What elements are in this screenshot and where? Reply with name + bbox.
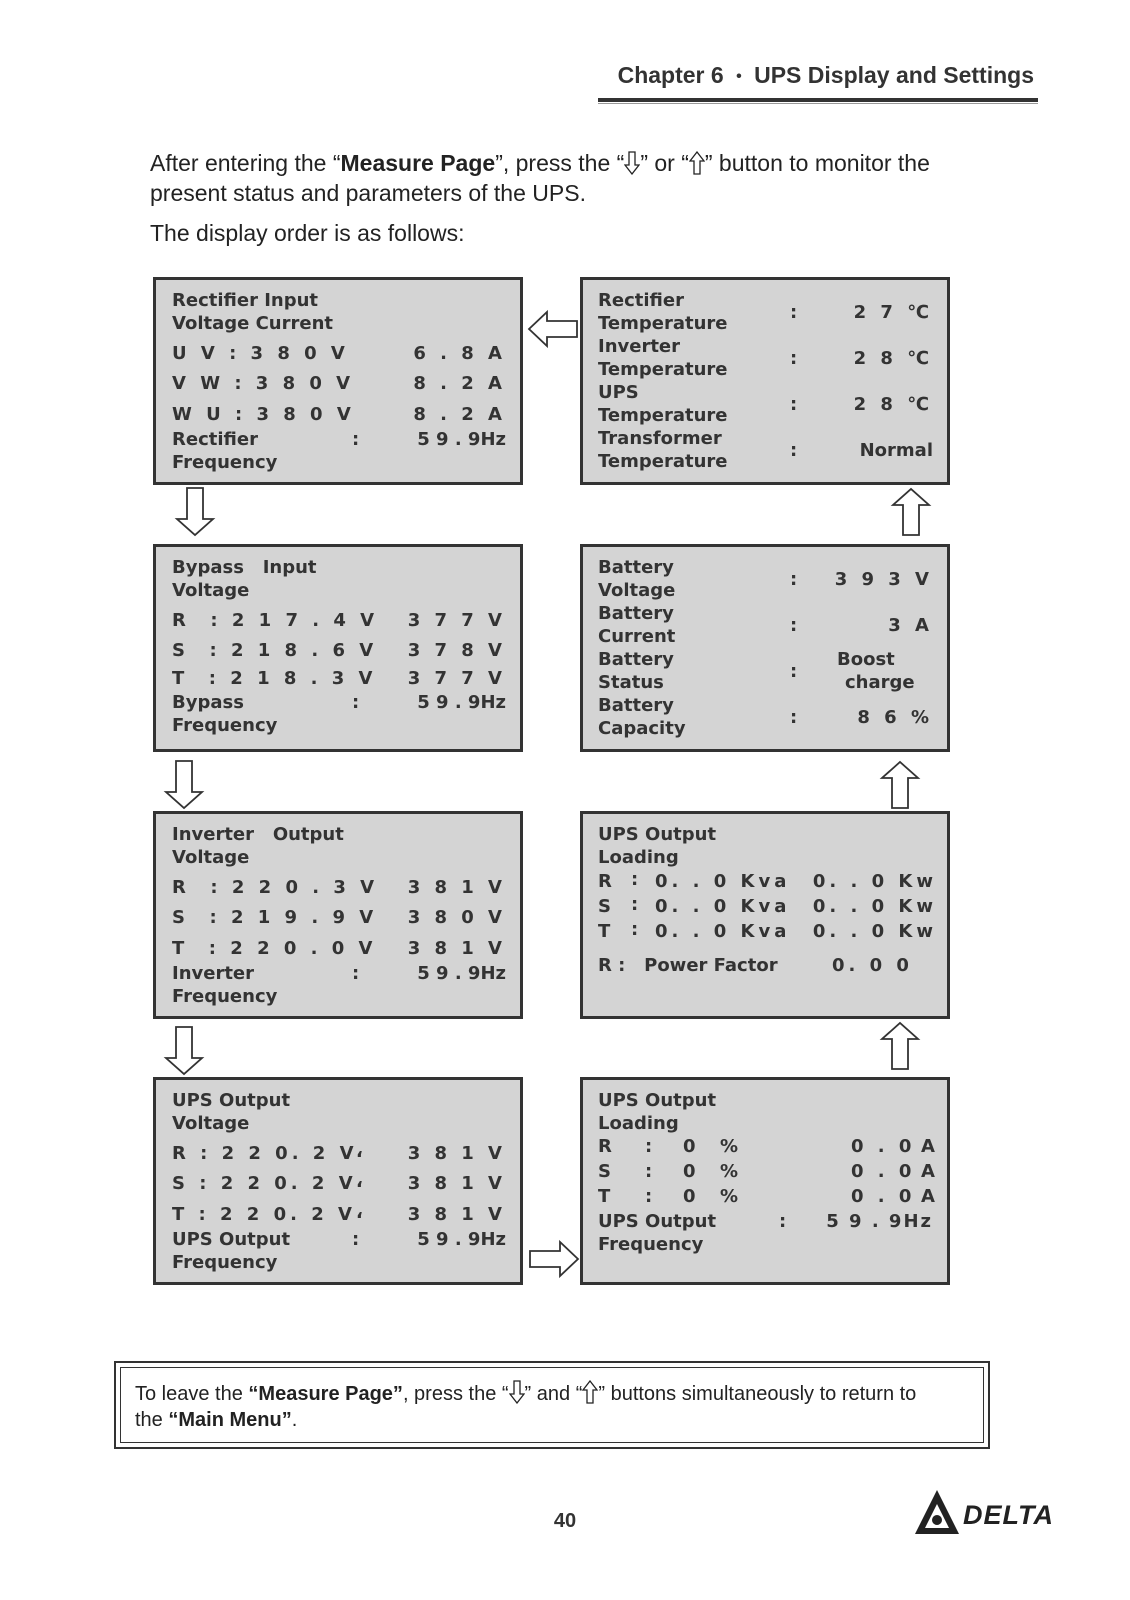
colon: : (645, 1186, 653, 1207)
r-current: 0 . 0 (851, 1136, 916, 1157)
page-number: 40 (553, 1510, 577, 1532)
phase-s: S (598, 896, 611, 917)
label: Status (598, 672, 664, 693)
colon: : (790, 661, 798, 682)
delta-wordmark: DELTA (963, 1500, 1054, 1530)
reading-s-line: 3 8 1 V (407, 1173, 506, 1194)
down-arrow-icon (163, 1026, 205, 1076)
inverter-temperature-value: 2 8 ℃ (853, 348, 933, 369)
lcd-output-loading-current (580, 1077, 950, 1285)
r-kva: 0. . 0 Kva (655, 871, 791, 892)
separator: ، (356, 1202, 363, 1223)
note-text: To leave the (135, 1383, 249, 1405)
separator: ، (356, 1171, 363, 1192)
s-kw: 0. . 0 Kw (812, 896, 937, 917)
section-title: UPS Display and Settings (754, 62, 1034, 88)
exit-note-inner (120, 1367, 984, 1443)
colon: : (631, 894, 639, 915)
label: Temperature (598, 359, 728, 380)
intro-text: ” or “ (640, 150, 689, 176)
chapter-header (618, 62, 1034, 89)
reading-t-line: 3 7 7 V (407, 668, 506, 689)
reading-vw: V W : 3 8 0 V (172, 373, 355, 394)
battery-voltage-value: 3 9 3 V (834, 569, 933, 590)
lcd-output-loading-power (580, 811, 950, 1019)
screen-title: Bypass Input (172, 557, 317, 578)
percent-sign: % (720, 1186, 739, 1207)
label: Battery (598, 695, 674, 716)
unit-a: A (921, 1136, 935, 1157)
r-percent: 0 (683, 1136, 696, 1157)
intro-text: ” button to monitor the (704, 150, 930, 176)
battery-status-value: Boost (837, 649, 895, 670)
up-arrow-icon (890, 487, 932, 537)
colon: : (779, 1211, 787, 1232)
colon: : (790, 440, 798, 461)
screen-title: Voltage (172, 847, 250, 868)
screen-title: Rectifier Input (172, 290, 319, 311)
screen-title: Loading (598, 1113, 679, 1134)
reading-r: R : 2 2 0. 2 V (172, 1143, 358, 1164)
battery-status-value: charge (845, 672, 915, 693)
frequency-value: 5 9 . 9Hz (417, 963, 506, 984)
delta-logo (913, 1488, 1054, 1543)
note-text: the (135, 1409, 169, 1431)
label: Capacity (598, 718, 686, 739)
label: Transformer (598, 428, 722, 449)
colon: : (352, 1229, 360, 1250)
right-arrow-icon (528, 1239, 580, 1279)
colon: : (645, 1161, 653, 1182)
measure-page-term: Measure Page (340, 150, 496, 176)
label: Voltage (598, 580, 676, 601)
chapter-label: Chapter 6 (617, 62, 724, 88)
t-kva: 0. . 0 Kva (655, 921, 791, 942)
frequency-label: Rectifier (172, 429, 258, 450)
up-arrow-icon (582, 1380, 598, 1404)
t-percent: 0 (683, 1186, 696, 1207)
ups-temperature-value: 2 8 ℃ (853, 394, 933, 415)
percent-sign: % (720, 1161, 739, 1182)
label: UPS (598, 382, 639, 403)
label: Temperature (598, 451, 728, 472)
frequency-label: Frequency (598, 1234, 704, 1255)
measure-page-term: “Measure Page” (248, 1383, 403, 1405)
colon: : (352, 963, 360, 984)
note-text: , press the “ (402, 1383, 509, 1405)
colon: : (790, 569, 798, 590)
colon: : (790, 302, 798, 323)
phase-t: T (598, 1186, 611, 1207)
reading-r-line: 3 7 7 V (407, 610, 506, 631)
reading-t: T : 2 2 0 . 0 V (172, 938, 377, 959)
up-arrow-icon (689, 151, 705, 175)
reading-s-line: 3 8 0 V (407, 907, 506, 928)
screen-title: UPS Output (598, 824, 717, 845)
reading-r: R : 2 2 0 . 3 V (172, 877, 379, 898)
note-text: ” and “ (524, 1383, 583, 1405)
reading-s: S : 2 2 0. 2 V (172, 1173, 357, 1194)
reading-wu: W U : 3 8 0 V (172, 404, 355, 425)
note-text: ” buttons simultaneously to return to (598, 1383, 917, 1405)
screen-title: Voltage Current (172, 313, 333, 334)
colon: : (645, 1136, 653, 1157)
label: Inverter (598, 336, 681, 357)
transformer-temperature-value: Normal (859, 440, 933, 461)
reading-s-line: 3 7 8 V (407, 640, 506, 661)
frequency-value: 5 9 . 9Hz (826, 1211, 933, 1232)
frequency-value: 5 9 . 9Hz (417, 429, 506, 450)
lcd-ups-output-voltage (153, 1077, 523, 1285)
battery-capacity-value: 8 6 % (857, 707, 933, 728)
frequency-label: Frequency (172, 1252, 278, 1273)
reading-s: S : 2 1 9 . 9 V (172, 907, 378, 928)
header-rule-thin (598, 103, 1038, 104)
up-arrow-icon (879, 760, 921, 810)
frequency-value: 5 9 . 9Hz (417, 1229, 506, 1250)
label: Temperature (598, 313, 728, 334)
s-percent: 0 (683, 1161, 696, 1182)
screen-title: Voltage (172, 580, 250, 601)
label: Battery (598, 649, 674, 670)
reading-uv: U V : 3 8 0 V (172, 343, 349, 364)
lcd-rectifier-input (153, 277, 523, 485)
reading-r: R : 2 1 7 . 4 V (172, 610, 379, 631)
intro-line-1 (150, 150, 930, 177)
note-text: . (291, 1409, 298, 1431)
lcd-temperatures (580, 277, 950, 485)
label: Current (598, 626, 676, 647)
left-arrow-icon (527, 309, 579, 349)
exit-note-box (114, 1361, 990, 1449)
frequency-label: UPS Output (172, 1229, 291, 1250)
frequency-value: 5 9 . 9Hz (417, 692, 506, 713)
screen-title: Loading (598, 847, 679, 868)
reading-r-line: 3 8 1 V (407, 877, 506, 898)
lcd-battery (580, 544, 950, 752)
r-kw: 0. . 0 Kw (812, 871, 937, 892)
rectifier-temperature-value: 2 7 ℃ (853, 302, 933, 323)
reading-vw-current: 8 . 2 A (413, 373, 506, 394)
label: Battery (598, 603, 674, 624)
reading-wu-current: 8 . 2 A (413, 404, 506, 425)
colon: : (352, 692, 360, 713)
phase-r: R (598, 871, 612, 892)
down-arrow-icon (163, 760, 205, 810)
frequency-label: Bypass (172, 692, 244, 713)
separator: ، (356, 1141, 363, 1162)
unit-a: A (921, 1161, 935, 1182)
up-arrow-icon (879, 1021, 921, 1071)
down-arrow-icon (624, 151, 640, 175)
colon: : (790, 615, 798, 636)
label: Battery (598, 557, 674, 578)
label: Rectifier (598, 290, 684, 311)
intro-text: After entering the “ (150, 150, 341, 176)
frequency-label: Inverter (172, 963, 255, 984)
s-current: 0 . 0 (851, 1161, 916, 1182)
frequency-label: Frequency (172, 452, 278, 473)
screen-title: UPS Output (598, 1090, 717, 1111)
header-rule (598, 98, 1038, 102)
down-arrow-icon (509, 1380, 525, 1404)
colon: : (631, 919, 639, 940)
screen-title: UPS Output (172, 1090, 291, 1111)
screen-title: Inverter Output (172, 824, 344, 845)
intro-line-2: present status and parameters of the UPS. (150, 180, 586, 206)
intro-text: ”, press the “ (495, 150, 625, 176)
colon: : (352, 429, 360, 450)
lcd-bypass-input (153, 544, 523, 752)
power-factor-label: R : Power Factor (598, 955, 778, 976)
t-current: 0 . 0 (851, 1186, 916, 1207)
phase-r: R (598, 1136, 612, 1157)
label: Temperature (598, 405, 728, 426)
header-separator: • (736, 68, 742, 85)
reading-s: S : 2 1 8 . 6 V (172, 640, 378, 661)
power-factor-value: 0. 0 0 (832, 955, 913, 976)
frequency-label: UPS Output (598, 1211, 717, 1232)
battery-current-value: 3 A (888, 615, 933, 636)
percent-sign: % (720, 1136, 739, 1157)
colon: : (790, 707, 798, 728)
unit-a: A (921, 1186, 935, 1207)
reading-uv-current: 6 . 8 A (413, 343, 506, 364)
main-menu-term: “Main Menu” (168, 1409, 292, 1431)
colon: : (631, 869, 639, 890)
screen-title: Voltage (172, 1113, 250, 1134)
down-arrow-icon (174, 487, 216, 537)
intro-line-3: The display order is as follows: (150, 220, 465, 246)
lcd-inverter-output (153, 811, 523, 1019)
frequency-label: Frequency (172, 715, 278, 736)
colon: : (790, 348, 798, 369)
reading-t-line: 3 8 1 V (407, 1204, 506, 1225)
phase-s: S (598, 1161, 611, 1182)
exit-note-text (135, 1380, 916, 1433)
colon: : (790, 394, 798, 415)
reading-t: T : 2 1 8 . 3 V (172, 668, 377, 689)
reading-t: T : 2 2 0. 2 V (172, 1204, 356, 1225)
frequency-label: Frequency (172, 986, 278, 1007)
phase-t: T (598, 921, 611, 942)
reading-r-line: 3 8 1 V (407, 1143, 506, 1164)
t-kw: 0. . 0 Kw (812, 921, 937, 942)
s-kva: 0. . 0 Kva (655, 896, 791, 917)
reading-t-line: 3 8 1 V (407, 938, 506, 959)
